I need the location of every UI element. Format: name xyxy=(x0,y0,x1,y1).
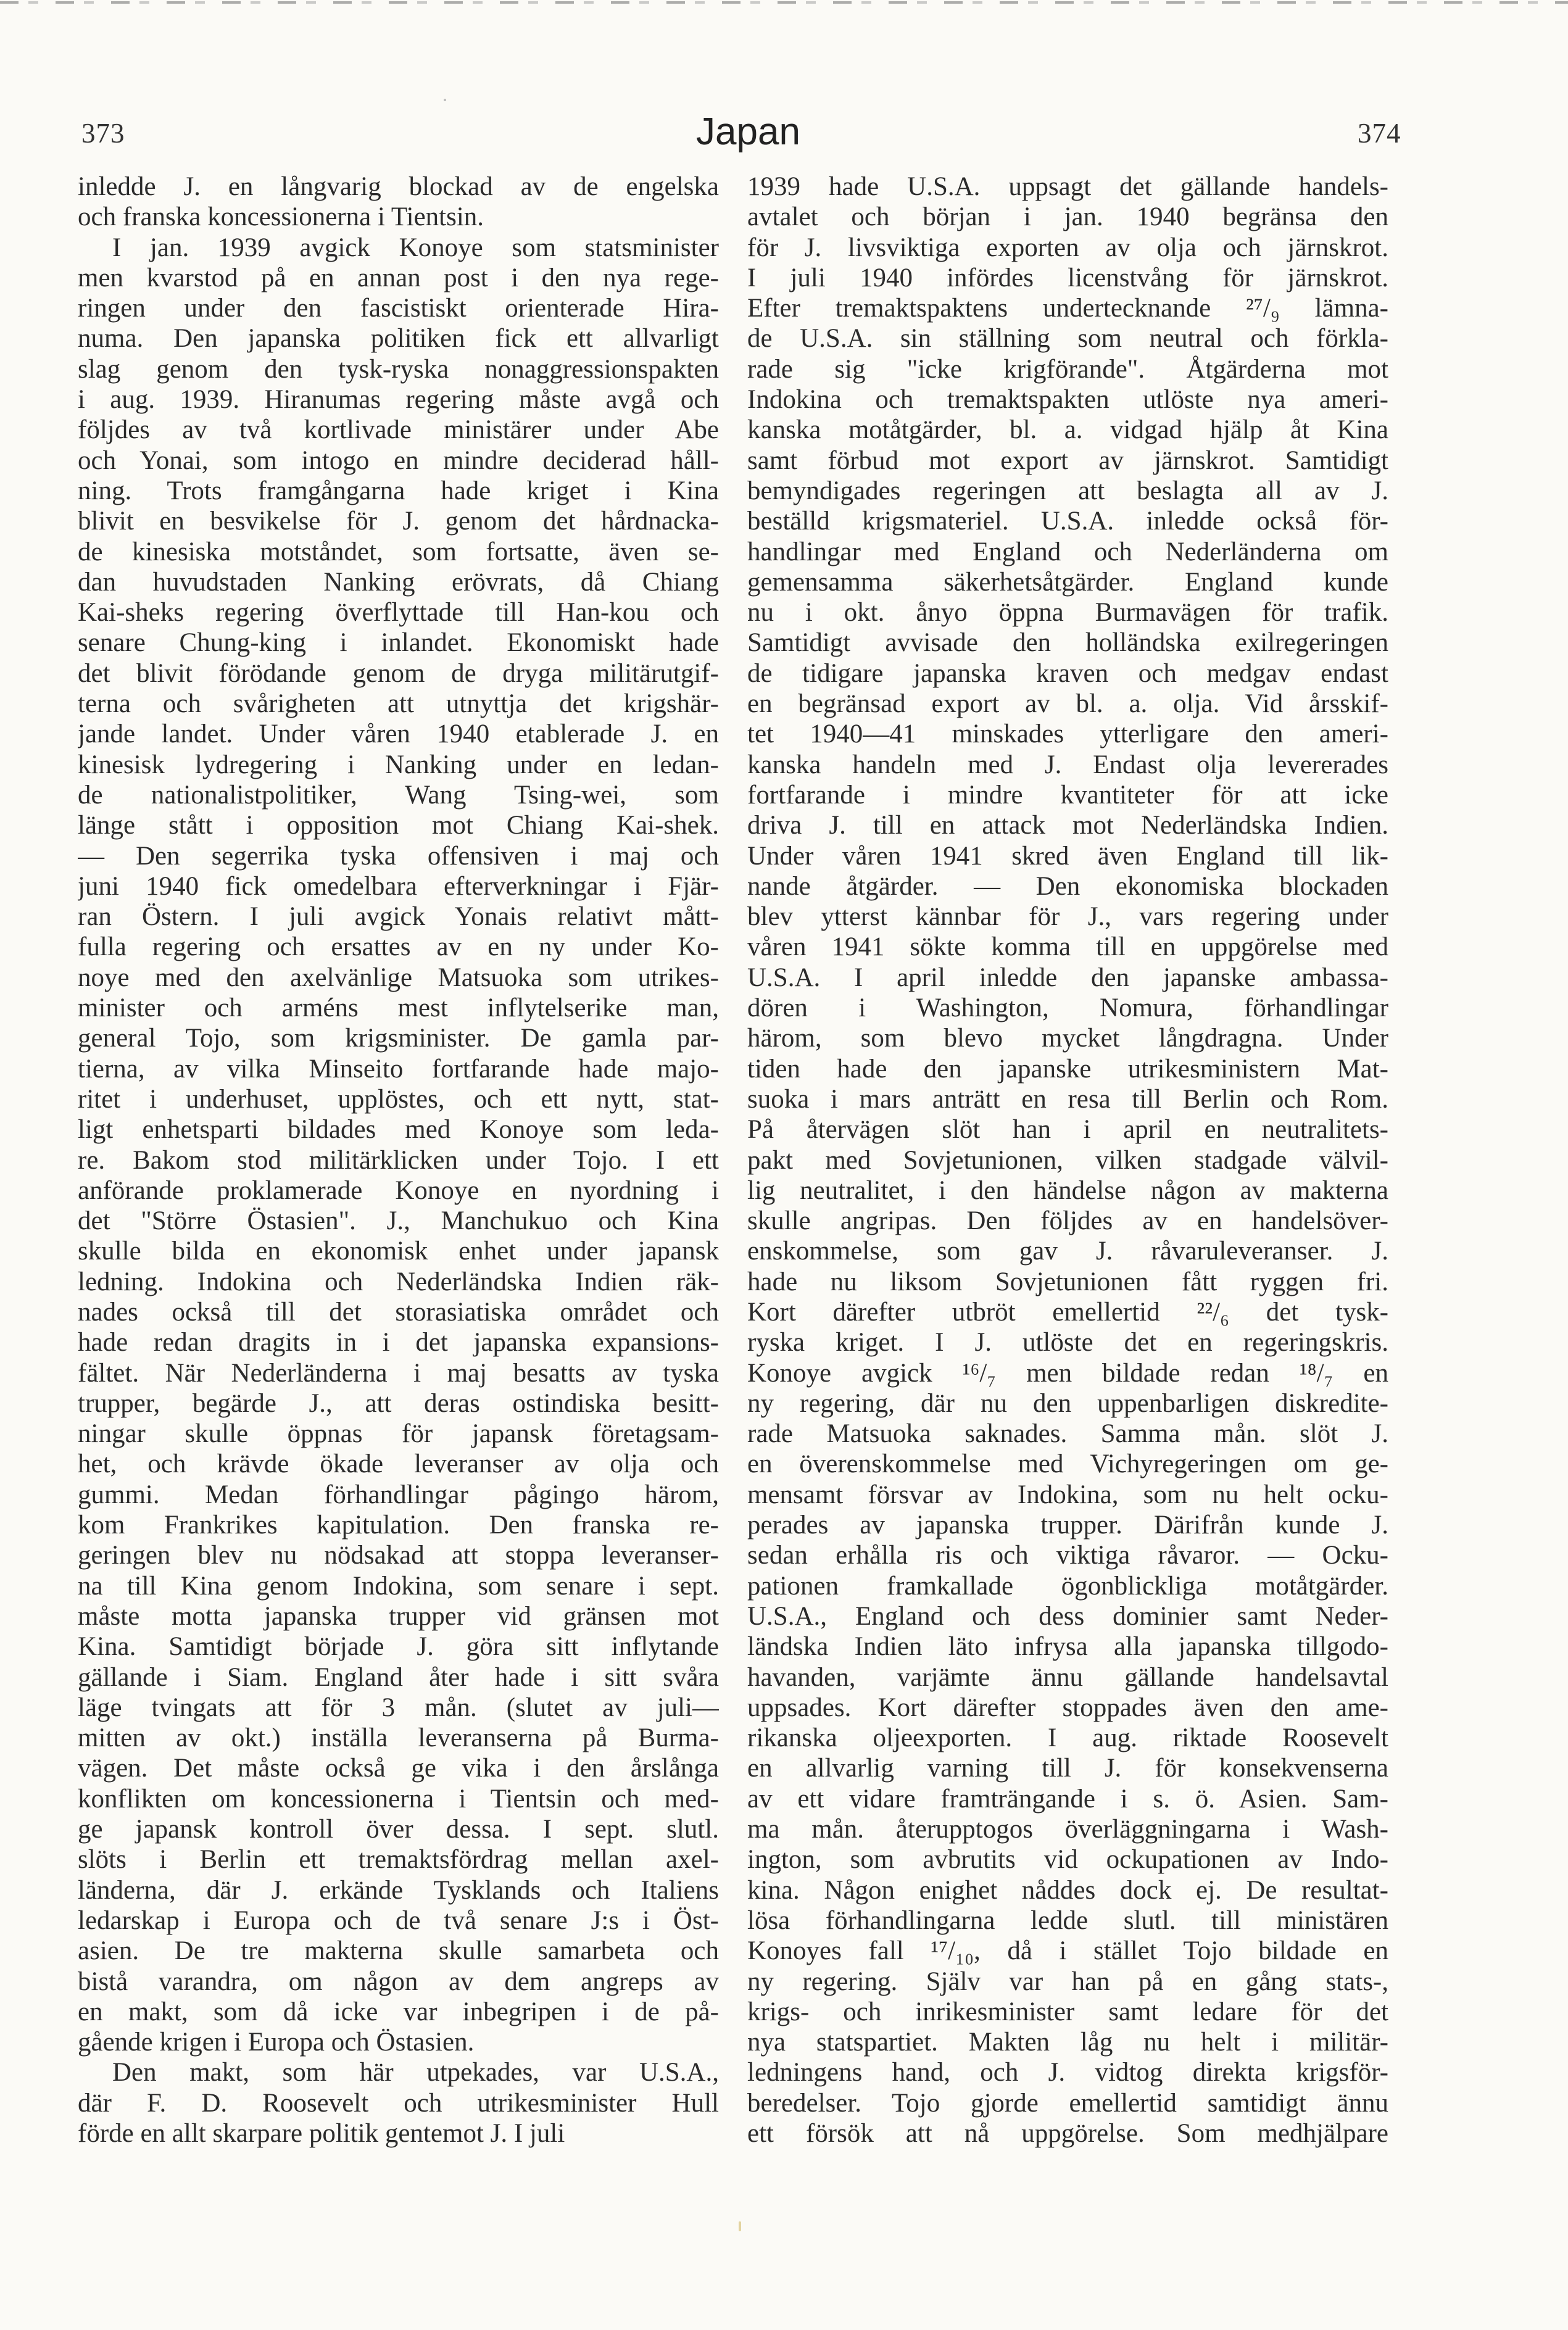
text-line: lig neutralitet, i den händelse någon av makterna xyxy=(747,1175,1388,1205)
text-line: dan huvudstaden Nanking erövrats, då Chiang xyxy=(78,567,719,597)
text-line: Efter tremaktspaktens undertecknande ²⁷/₉ lämna- xyxy=(747,294,1388,323)
text-line: fortfarande i mindre kvantiteter för att icke xyxy=(747,780,1388,810)
text-line: U.S.A., England och dess dominier samt Neder- xyxy=(747,1601,1388,1631)
text-line: en makt, som då icke var inbegripen i de på- xyxy=(78,1997,719,2026)
text-line: rade sig "icke krigförande". Åtgärderna mot xyxy=(747,354,1388,384)
text-line: Kai-sheks regering överflyttade till Han-kou och xyxy=(78,598,719,628)
text-line: uppsades. Kort därefter stoppades även den ame- xyxy=(747,1693,1388,1722)
text-line: I jan. 1939 avgick Konoye som statsminister xyxy=(112,233,719,262)
text-line: gällande i Siam. England åter hade i sitt svåra xyxy=(78,1662,719,1692)
text-line: ritet i underhuset, upplöstes, och ett nytt, stat- xyxy=(78,1084,719,1114)
text-line: blev ytterst kännbar för J., vars regering under xyxy=(747,902,1388,932)
page-number-right: 374 xyxy=(1358,118,1401,149)
text-line: beställd krigsmateriel. U.S.A. inledde också för- xyxy=(747,507,1388,536)
text-line: kanska motåtgärder, bl. a. vidgad hjälp åt Kina xyxy=(747,415,1388,445)
text-line: mensamt försvar av Indokina, som nu helt ocku- xyxy=(747,1480,1388,1509)
text-line: de tidigare japanska kraven och medgav endast xyxy=(747,658,1388,688)
text-line: kom Frankrikes kapitulation. Den franska re- xyxy=(78,1511,719,1540)
text-line: ny regering, där nu den uppenbarligen diskredite- xyxy=(747,1388,1388,1418)
text-line: bistå varandra, om någon av dem angreps av xyxy=(78,1967,719,1996)
scan-speck xyxy=(739,2221,741,2231)
text-line: de kinesiska motståndet, som fortsatte, även se- xyxy=(78,537,719,566)
text-line: och franska koncessionerna i Tientsin. xyxy=(78,202,484,232)
text-line: hade nu liksom Sovjetunionen fått ryggen fri. xyxy=(747,1267,1388,1296)
text-line: ny regering. Själv var han på en gång stats-, xyxy=(747,1967,1388,1996)
text-line: måste motta japanska trupper vid gränsen mot xyxy=(78,1601,719,1631)
text-line: perades av japanska trupper. Därifrån kunde J. xyxy=(747,1511,1388,1540)
text-line: ningar skulle öppnas för japansk företagsam- xyxy=(78,1419,719,1449)
text-line: noye med den axelvänlige Matsuoka som utrikes- xyxy=(78,963,719,992)
text-line: konflikten om koncessionerna i Tientsin och med- xyxy=(78,1784,719,1814)
text-line: vägen. Det måste också ge vika i den årslånga xyxy=(78,1754,719,1783)
scan-edge-line xyxy=(0,1,1568,4)
text-line: nande åtgärder. — Den ekonomiska blockaden xyxy=(747,871,1388,901)
text-line: tet 1940—41 minskades ytterligare den ameri- xyxy=(747,719,1388,749)
text-line: na till Kina genom Indokina, som senare i sept. xyxy=(78,1571,719,1601)
text-line: juni 1940 fick omedelbara efterverkningar i Fjär- xyxy=(78,871,719,901)
text-line: läge tvingats att för 3 mån. (slutet av juli— xyxy=(78,1693,719,1722)
text-line: gummi. Medan förhandlingar pågingo härom, xyxy=(78,1480,719,1509)
text-line: handlingar med England och Nederländerna om xyxy=(747,537,1388,566)
text-line: slöts i Berlin ett tremaktsfördrag mellan axel- xyxy=(78,1845,719,1875)
page-number-left: 373 xyxy=(81,118,125,149)
text-line: hade redan dragits in i det japanska expansions- xyxy=(78,1328,719,1358)
text-line: kanska handeln med J. Endast olja levererades xyxy=(747,750,1388,779)
text-line: geringen blev nu nödsakad att stoppa leveranser- xyxy=(78,1541,719,1570)
text-line: de nationalistpolitiker, Wang Tsing-wei, som xyxy=(78,780,719,810)
text-line: av ett vidare framträngande i s. ö. Asien. Sam- xyxy=(747,1784,1388,1814)
text-line: för J. livsviktiga exporten av olja och järnskrot. xyxy=(747,233,1388,262)
text-line: — Den segerrika tyska offensiven i maj och xyxy=(78,841,719,871)
text-line: pationen framkallade ögonblickliga motåtgärder. xyxy=(747,1571,1388,1601)
text-column-left xyxy=(78,172,719,2149)
running-head: Japan xyxy=(696,110,800,153)
text-line: I juli 1940 infördes licenstvång för järnskrot. xyxy=(747,263,1388,292)
text-line: terna och svårigheten att utnyttja det krigshär- xyxy=(78,689,719,719)
text-line: På återvägen slöt han i april en neutralitets- xyxy=(747,1115,1388,1145)
text-line: länge stått i opposition mot Chiang Kai-shek. xyxy=(78,811,719,840)
text-line: kina. Någon enighet nåddes dock ej. De resultat- xyxy=(747,1875,1388,1905)
text-line: Den makt, som här utpekades, var U.S.A., xyxy=(112,2058,719,2087)
text-line: numa. Den japanska politiken fick ett allvarligt xyxy=(78,324,719,354)
text-line: ledningens hand, och J. vidtog direkta krigsför- xyxy=(747,2058,1388,2087)
text-line: tiden hade den japanske utrikesministern Mat- xyxy=(747,1054,1388,1084)
text-column-right xyxy=(747,172,1388,2149)
text-line: senare Chung-king i inlandet. Ekonomiskt hade xyxy=(78,628,719,658)
text-line: avtalet och början i jan. 1940 begränsa den xyxy=(747,202,1388,232)
text-line: pakt med Sovjetunionen, vilken stadgade välvil- xyxy=(747,1145,1388,1175)
text-line: i aug. 1939. Hiranumas regering måste avgå och xyxy=(78,385,719,415)
text-line: våren 1941 sökte komma till en uppgörelse med xyxy=(747,932,1388,962)
text-line: general Tojo, som krigsminister. De gamla par- xyxy=(78,1024,719,1053)
text-line: ledarskap i Europa och de två senare J:s i Öst- xyxy=(78,1905,719,1935)
text-line: rade Matsuoka saknades. Samma mån. slöt J. xyxy=(747,1419,1388,1449)
text-line: Kina. Samtidigt började J. göra sitt inflytande xyxy=(78,1632,719,1662)
text-line: en överenskommelse med Vichyregeringen om ge- xyxy=(747,1449,1388,1479)
text-line: och Yonai, som intogo en mindre deciderad håll- xyxy=(78,446,719,475)
text-line: Konoye avgick ¹⁶/₇ men bildade redan ¹⁸/₇ en xyxy=(747,1358,1388,1388)
text-line: följdes av två kortlivade ministärer under Abe xyxy=(78,415,719,445)
text-line: ran Östern. I juli avgick Yonais relativt mått- xyxy=(78,902,719,932)
text-line: samt förbud mot export av järnskrot. Samtidigt xyxy=(747,446,1388,475)
text-line: anförande proklamerade Konoye en nyordning i xyxy=(78,1175,719,1205)
text-line: havanden, varjämte ännu gällande handelsavtal xyxy=(747,1662,1388,1692)
text-line: re. Bakom stod militärklicken under Tojo. I ett xyxy=(78,1145,719,1175)
text-line: nades också till det storasiatiska området och xyxy=(78,1297,719,1327)
text-line: Kort därefter utbröt emellertid ²²/₆ det tysk- xyxy=(747,1297,1388,1327)
text-line: gående krigen i Europa och Östasien. xyxy=(78,2028,475,2057)
text-line: ge japansk kontroll över dessa. I sept. slutl. xyxy=(78,1815,719,1844)
text-line: krigs- och inrikesminister samt ledare för det xyxy=(747,1997,1388,2026)
text-line: lösa förhandlingarna ledde slutl. till ministären xyxy=(747,1905,1388,1935)
scan-speck xyxy=(444,99,446,101)
text-line: de U.S.A. sin ställning som neutral och förkla- xyxy=(747,324,1388,354)
text-line: enskommelse, som gav J. råvaruleveranser. J. xyxy=(747,1237,1388,1266)
text-line: skulle angripas. Den följdes av en handelsöver- xyxy=(747,1206,1388,1236)
text-line: skulle bilda en ekonomisk enhet under japansk xyxy=(78,1237,719,1266)
text-line: kinesisk lydregering i Nanking under en ledan- xyxy=(78,750,719,779)
text-line: det blivit förödande genom de dryga militärutgif- xyxy=(78,658,719,688)
text-line: driva J. till en attack mot Nederländska Indien. xyxy=(747,811,1388,840)
text-line: Konoyes fall ¹⁷/₁₀, då i stället Tojo bildade en xyxy=(747,1936,1388,1966)
text-line: het, och krävde ökade leveranser av olja och xyxy=(78,1449,719,1479)
text-line: Indokina och tremaktspakten utlöste nya ameri- xyxy=(747,385,1388,415)
text-line: dören i Washington, Nomura, förhandlingar xyxy=(747,993,1388,1023)
text-line: asien. De tre makterna skulle samarbeta och xyxy=(78,1936,719,1966)
text-line: minister och arméns mest inflytelserike man, xyxy=(78,993,719,1023)
text-line: ryska kriget. I J. utlöste det en regeringskris. xyxy=(747,1328,1388,1358)
text-line: jande landet. Under våren 1940 etablerade J. en xyxy=(78,719,719,749)
text-line: ligt enhetsparti bildades med Konoye som ledа- xyxy=(78,1115,719,1145)
text-line: ning. Trots framgångarna hade kriget i Kina xyxy=(78,476,719,505)
text-line: fältet. När Nederländerna i maj besatts av tyska xyxy=(78,1358,719,1388)
text-line: Samtidigt avvisade den holländska exilregeringen xyxy=(747,628,1388,658)
text-line: tierna, av vilka Minseito fortfarande hade majo- xyxy=(78,1054,719,1084)
text-line: bemyndigades regeringen att beslagta all av J. xyxy=(747,476,1388,505)
text-line: nu i okt. ånyo öppna Burmavägen för trafik. xyxy=(747,598,1388,628)
text-line: nya statspartiet. Makten låg nu helt i militär- xyxy=(747,2028,1388,2057)
text-line: fulla regering och ersattes av en ny under Ko- xyxy=(78,932,719,962)
text-line: U.S.A. I april inledde den japanske ambassa- xyxy=(747,963,1388,992)
text-line: en allvarlig varning till J. för konsekvenserna xyxy=(747,1754,1388,1783)
text-line: mitten av okt.) inställa leveranserna på Burma- xyxy=(78,1723,719,1753)
text-line: rikanska oljeexporten. I aug. riktade Roosevelt xyxy=(747,1723,1388,1753)
text-line: beredelser. Tojo gjorde emellertid samtidigt ännu xyxy=(747,2088,1388,2118)
text-line: men kvarstod på en annan post i den nya rege- xyxy=(78,263,719,292)
text-line: Under våren 1941 skred även England till lik- xyxy=(747,841,1388,871)
text-line: länderna, där J. erkände Tysklands och Italiens xyxy=(78,1875,719,1905)
text-line: ington, som avbrutits vid ockupationen av Indo- xyxy=(747,1845,1388,1875)
page-header xyxy=(0,110,1568,153)
text-line: gemensamma säkerhetsåtgärder. England kunde xyxy=(747,567,1388,597)
text-line: slag genom den tysk-ryska nonaggressionspakten xyxy=(78,354,719,384)
text-line: trupper, begärde J., att deras ostindiska besitt- xyxy=(78,1388,719,1418)
text-line: det "Större Östasien". J., Manchukuo och Kina xyxy=(78,1206,719,1236)
text-line: förde en allt skarpare politik gentemot J. I juli xyxy=(78,2119,565,2148)
text-line: ländska Indien läto infrysa alla japanska tillgodo- xyxy=(747,1632,1388,1662)
text-line: sedan erhålla ris och viktiga råvaror. — Ocku- xyxy=(747,1541,1388,1570)
text-line: härom, som blevo mycket långdragna. Under xyxy=(747,1024,1388,1053)
text-line: suoka i mars anträtt en resa till Berlin och Rom. xyxy=(747,1084,1388,1114)
text-line: 1939 hade U.S.A. uppsagt det gällande handels- xyxy=(747,172,1388,201)
text-line: ledning. Indokina och Nederländska Indien räk- xyxy=(78,1267,719,1296)
text-line: blivit en besvikelse för J. genom det hårdnacka- xyxy=(78,507,719,536)
text-line: ett försök att nå uppgörelse. Som medhjälpare xyxy=(747,2119,1388,2148)
text-line: ma mån. återupptogos överläggningarna i Wash- xyxy=(747,1815,1388,1844)
text-line: där F. D. Roosevelt och utrikesminister Hull xyxy=(78,2088,719,2118)
text-line: inledde J. en långvarig blockad av de engelska xyxy=(78,172,719,201)
text-line: en begränsad export av bl. a. olja. Vid årsskif- xyxy=(747,689,1388,719)
text-line: ringen under den fascistiskt orienterade Hira- xyxy=(78,294,719,323)
